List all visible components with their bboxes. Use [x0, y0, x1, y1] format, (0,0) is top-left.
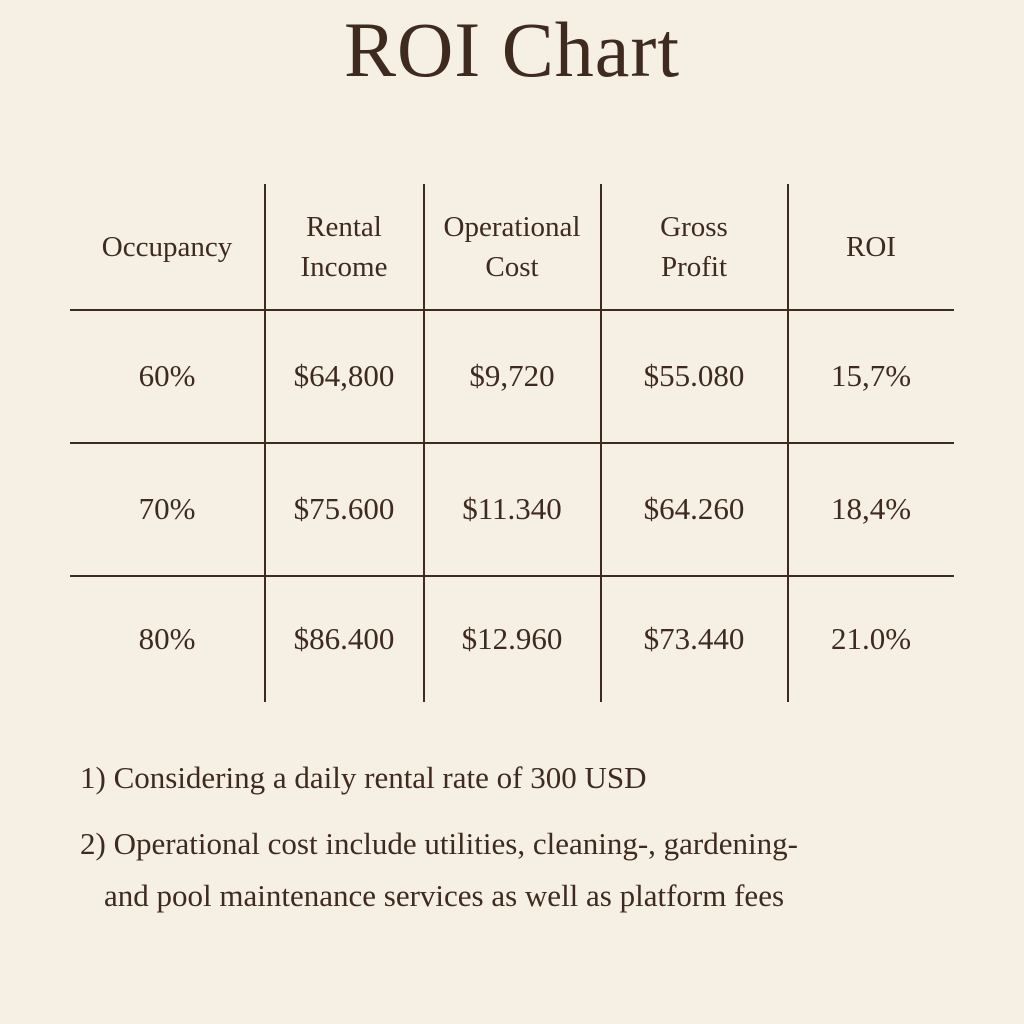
cell-roi: 15,7% — [830, 358, 912, 393]
cell-roi: 18,4% — [830, 491, 912, 526]
cell-rental-income: $75.600 — [293, 491, 395, 526]
footnote-1: 1) Considering a daily rental rate of 300 USD — [80, 760, 647, 795]
cell-occupancy: 80% — [138, 621, 196, 656]
header-occupancy: Occupancy — [101, 230, 233, 263]
cell-rental-income: $64,800 — [293, 358, 395, 393]
cell-occupancy: 70% — [138, 491, 196, 526]
header-roi: ROI — [846, 230, 896, 263]
cell-operational-cost: $11.340 — [462, 491, 562, 526]
footnote-2-line-1: 2) Operational cost include utilities, cleaning-, gardening- — [80, 826, 798, 861]
cell-operational-cost: $9,720 — [469, 358, 555, 393]
cell-occupancy: 60% — [138, 358, 196, 393]
cell-rental-income: $86.400 — [293, 621, 395, 656]
header-rental-income: Rental Income — [300, 210, 388, 283]
header-operational-cost: Operational Cost — [443, 210, 581, 283]
page-title: ROI Chart — [343, 6, 681, 93]
cell-gross-profit: $55.080 — [643, 358, 745, 393]
roi-table — [70, 184, 954, 702]
footnote-2 — [70, 818, 970, 922]
footnote-2-line-2: and pool maintenance services as well as platform fees — [104, 878, 785, 913]
cell-gross-profit: $73.440 — [643, 621, 745, 656]
header-gross-profit: Gross Profit — [660, 210, 728, 283]
cell-roi: 21.0% — [830, 621, 912, 656]
cell-gross-profit: $64.260 — [643, 491, 745, 526]
cell-operational-cost: $12.960 — [461, 621, 563, 656]
footnotes — [70, 752, 970, 922]
